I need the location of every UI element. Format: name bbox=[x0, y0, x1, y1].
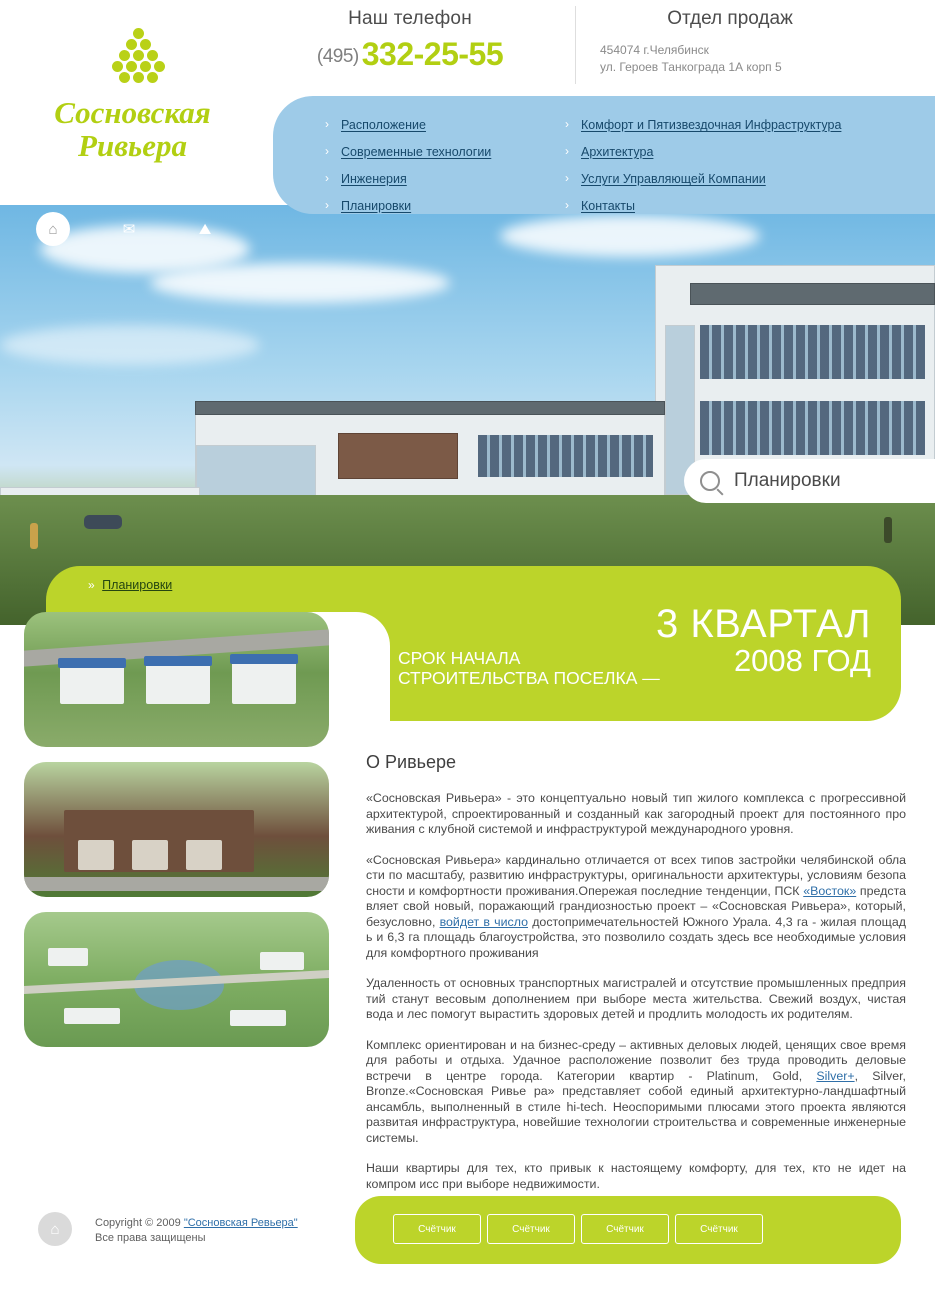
sales-title: Отдел продаж bbox=[667, 8, 793, 29]
article-paragraph-1: «Сосновская Ривьера» - это концептуально новый тип жилого комплекса с прогрессивной архитектурой, спроектированный и созданный как загородный проект для постоянного про живания с клубной системой и инфраструктурой международного уровня. bbox=[366, 791, 906, 836]
article-link-silver-plus[interactable]: Silver+ bbox=[816, 1068, 855, 1083]
footer-counters-bar bbox=[355, 1196, 901, 1264]
article-paragraph-2 bbox=[366, 853, 906, 962]
article-p2-part-c: достопримечательностей Южного Урала. 4,3 га - жилая площад ь и 6,3 га площадь благоустройства, это позволило создать здесь все необходимые условия для комфортного проживания bbox=[366, 914, 906, 960]
about-article bbox=[366, 752, 906, 1207]
deadline-value bbox=[656, 604, 871, 678]
counter-1-label: Счётчик bbox=[418, 1223, 456, 1235]
nav-link-raspolozhenie[interactable]: Расположение bbox=[341, 118, 426, 132]
nav-item-planirovki[interactable] bbox=[325, 197, 491, 214]
counter-1[interactable] bbox=[393, 1214, 481, 1244]
counter-2-label: Счётчик bbox=[512, 1223, 550, 1235]
nav-column-left bbox=[325, 116, 491, 224]
chevron-right-icon: › bbox=[565, 144, 569, 158]
gallery-thumbnails bbox=[24, 612, 344, 1062]
gallery-thumb-1[interactable] bbox=[24, 612, 329, 747]
nav-item-raspolozhenie[interactable] bbox=[325, 116, 491, 133]
logo-text bbox=[0, 96, 265, 162]
copyright-prefix: Copyright © 2009 bbox=[95, 1217, 184, 1229]
counter-4[interactable] bbox=[675, 1214, 763, 1244]
phone-area-code: (495) bbox=[316, 46, 359, 67]
phone-label: Наш телефон bbox=[348, 8, 472, 29]
chevron-right-icon: › bbox=[325, 171, 329, 185]
article-link-voydet-v-chislo[interactable]: войдет в число bbox=[439, 914, 529, 929]
copyright-line bbox=[95, 1216, 298, 1231]
logo-icon bbox=[112, 28, 166, 86]
phone-block bbox=[260, 8, 560, 73]
counter-4-label: Счётчик bbox=[700, 1223, 738, 1235]
planirovki-search-label: Планировки bbox=[734, 470, 841, 491]
sales-address bbox=[600, 42, 930, 76]
deadline-year: 2008 ГОД bbox=[733, 643, 871, 678]
home-icon[interactable] bbox=[36, 212, 70, 246]
sales-block bbox=[600, 8, 930, 76]
copyright-link[interactable]: "Сосновская Ревьера" bbox=[183, 1217, 298, 1229]
article-p4-part-b: , Silver, Bronze.«Сосновская Ривье ра» представляет собой единый архитектурно-ландшафтный ансамбль, выполненный в стиле hi-tech. Неоспоримыми плюсами этого проекта являются развитая инфраструктура, новейшие технологии строительства и современные инженерные системы. bbox=[366, 1068, 906, 1145]
counter-2[interactable] bbox=[487, 1214, 575, 1244]
logo-block[interactable] bbox=[0, 0, 265, 205]
chevron-right-icon: › bbox=[565, 117, 569, 131]
copyright bbox=[95, 1216, 298, 1246]
article-link-vostok[interactable]: «Восток» bbox=[803, 883, 857, 898]
nav-link-kontakty[interactable]: Контакты bbox=[581, 199, 635, 213]
chevron-right-icon: › bbox=[325, 144, 329, 158]
phone-number bbox=[260, 36, 560, 73]
nav-item-uslugi[interactable] bbox=[565, 170, 841, 187]
home-icon-glyph: ⌂ bbox=[48, 220, 58, 238]
nav-column-right bbox=[565, 116, 841, 224]
planirovki-search-pill[interactable] bbox=[684, 459, 935, 503]
chevron-right-icon: › bbox=[325, 198, 329, 212]
phone-digits: 332-25-55 bbox=[361, 36, 504, 72]
nav-item-kontakty[interactable] bbox=[565, 197, 841, 214]
nav-link-planirovki[interactable]: Планировки bbox=[341, 199, 412, 213]
mail-icon-glyph: ✉ bbox=[122, 221, 136, 238]
logo-text-line-2: Ривьера bbox=[78, 128, 187, 163]
nav-link-inzheneriya[interactable]: Инженерия bbox=[341, 172, 407, 186]
article-paragraph-4 bbox=[366, 1038, 906, 1147]
gallery-thumb-3[interactable] bbox=[24, 912, 329, 1047]
chevron-right-icon: › bbox=[565, 198, 569, 212]
breadcrumb-link-planirovki[interactable]: Планировки bbox=[102, 578, 173, 592]
deadline-line-2: СТРОИТЕЛЬСТВА ПОСЕЛКА — bbox=[398, 668, 660, 688]
article-p2-part-b: предста вляет свой новый, поражающий грандиозностью проект – «Сосновская Ривьера», который, безусловно, bbox=[366, 883, 906, 929]
map-icon-glyph: ⛰ bbox=[198, 220, 212, 238]
nav-link-uslugi[interactable]: Услуги Управляющей Компании bbox=[581, 172, 766, 186]
article-p2-part-a: «Сосновская Ривьера» кардинально отличается от всех типов застройки челябинской обла сти по масштабу, развитию инфраструктуры, оригинальности архитектуры, условиям безопа сности и комфортности проживания.Опережая последние тенденции, ПСК bbox=[366, 852, 906, 898]
article-paragraph-3: Удаленность от основных транспортных магистралей и отсутствие промышленных предприя тий станут весовым дополнением при выборе места жительства. Свежий воздух, чистая вода и лес помогут вырастить здоровых детей и продлить молодость их родителям. bbox=[366, 976, 906, 1021]
chevron-right-icon: › bbox=[565, 171, 569, 185]
header-divider bbox=[575, 6, 576, 84]
sales-address-line-2: ул. Героев Танкограда 1А корп 5 bbox=[600, 60, 782, 74]
mail-icon[interactable] bbox=[112, 212, 146, 246]
nav-link-komfort[interactable]: Комфорт и Пятизвездочная Инфраструктура bbox=[581, 118, 842, 132]
deadline-label bbox=[398, 648, 698, 688]
nav-link-arhitektura[interactable]: Архитектура bbox=[581, 145, 654, 159]
nav-item-komfort[interactable] bbox=[565, 116, 841, 133]
page-title: О Ривьере bbox=[366, 752, 457, 772]
nav-item-technologii[interactable] bbox=[325, 143, 491, 160]
breadcrumb-chevron-icon: » bbox=[88, 578, 93, 592]
counter-3[interactable] bbox=[581, 1214, 669, 1244]
nav-link-technologii[interactable]: Современные технологии bbox=[341, 145, 492, 159]
search-icon bbox=[700, 471, 720, 491]
article-paragraph-5: Наши квартиры для тех, кто привык к настоящему комфорту, для тех, кто не идет на компром исс при выборе недвижимости. bbox=[366, 1161, 906, 1191]
nav-item-inzheneriya[interactable] bbox=[325, 170, 491, 187]
gallery-thumb-2[interactable] bbox=[24, 762, 329, 897]
footer-home-icon: ⌂ bbox=[50, 1220, 60, 1238]
deadline-quarter: 3 КВАРТАЛ bbox=[656, 602, 871, 646]
article-p4-part-a: Комплекс ориентирован и на бизнес-среду – активных деловых людей, ценящих свое время для работы и отдыха. Удачное расположение позволит без труда проводить деловые встречи в центре города. Категории квартир - Platinum, Gold, bbox=[366, 1037, 906, 1083]
logo-text-line-1: Сосновская bbox=[54, 95, 211, 130]
map-icon[interactable] bbox=[188, 212, 222, 246]
counter-3-label: Счётчик bbox=[606, 1223, 644, 1235]
breadcrumb bbox=[88, 578, 172, 592]
rights-line: Все права защищены bbox=[95, 1232, 206, 1244]
sales-address-line-1: 454074 г.Челябинск bbox=[600, 43, 709, 57]
main-navigation bbox=[273, 96, 935, 214]
nav-item-arhitektura[interactable] bbox=[565, 143, 841, 160]
deadline-line-1: СРОК НАЧАЛА bbox=[398, 648, 521, 668]
hero-photo bbox=[0, 205, 935, 625]
chevron-right-icon: › bbox=[325, 117, 329, 131]
footer-home-button[interactable] bbox=[38, 1212, 72, 1246]
